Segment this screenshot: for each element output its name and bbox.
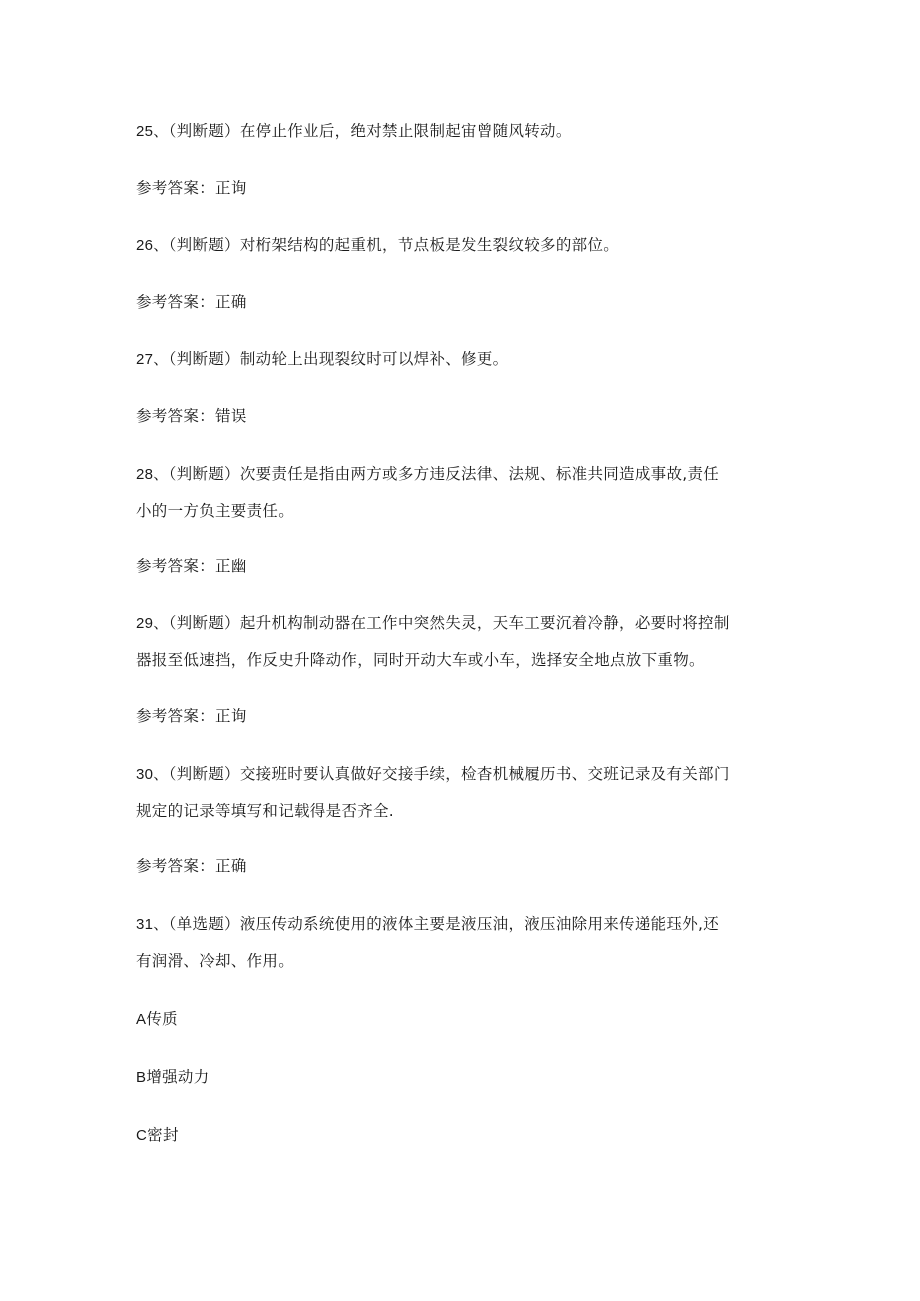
- answer-value: 正确: [215, 857, 247, 875]
- question-31: [136, 906, 796, 943]
- option-letter: B: [136, 1069, 147, 1086]
- answer-28: [136, 548, 796, 584]
- question-26: [136, 227, 796, 264]
- answer-value: 正确: [215, 293, 247, 311]
- question-text-line2: 小的一方负主要责任。: [136, 502, 295, 520]
- question-text-line1: 交接班时要认真做好交接手续，检杳机械履历书、交班记录及有关部门: [239, 765, 730, 783]
- answer-label: 参考答案：: [136, 707, 216, 725]
- answer-27: [136, 398, 796, 434]
- option-text: 传质: [146, 1010, 178, 1028]
- question-text-line2: 规定的记录等填写和记载得是否齐全.: [136, 802, 395, 820]
- question-type: （判断题）: [168, 122, 240, 140]
- question-27: [136, 341, 796, 378]
- question-number: 26、: [136, 237, 169, 254]
- question-type: （判断题）: [168, 236, 240, 254]
- answer-label: 参考答案：: [136, 557, 216, 575]
- question-29-continuation: [136, 642, 796, 678]
- question-25: [136, 113, 796, 150]
- option-c: [136, 1117, 796, 1154]
- question-type: （判断题）: [168, 765, 240, 783]
- question-30: [136, 756, 796, 793]
- answer-26: [136, 284, 796, 320]
- answer-label: 参考答案：: [136, 407, 216, 425]
- question-type: （判断题）: [168, 465, 240, 483]
- answer-29: [136, 698, 796, 734]
- question-30-continuation: [136, 793, 796, 829]
- answer-30: [136, 848, 796, 884]
- option-letter: C: [136, 1127, 148, 1144]
- question-28-continuation: [136, 493, 796, 529]
- question-text-line1: 起升机构制动器在工作中突然失灵，天车工要沉着冷静，必要时将控制: [239, 614, 730, 632]
- option-text: 增强动力: [146, 1068, 210, 1086]
- answer-25: [136, 170, 796, 206]
- question-29: [136, 605, 796, 642]
- answer-value: 正询: [215, 179, 247, 197]
- question-text: 在停止作业后，绝对禁止限制起宙曾随风转动。: [239, 122, 572, 140]
- answer-label: 参考答案：: [136, 293, 216, 311]
- question-number: 25、: [136, 123, 169, 140]
- option-letter: A: [136, 1011, 147, 1028]
- answer-label: 参考答案：: [136, 179, 216, 197]
- answer-value: 正询: [215, 707, 247, 725]
- option-text: 密封: [147, 1126, 179, 1144]
- answer-value: 正幽: [215, 557, 247, 575]
- question-text: 对桁架结构的起重机，节点板是发生裂纹较多的部位。: [239, 236, 620, 254]
- answer-label: 参考答案：: [136, 857, 216, 875]
- question-number: 28、: [136, 466, 169, 483]
- question-text-line2: 器报至低速挡，作反史升降动作，同时开动大车或小车，选择安全地点放下重物。: [136, 651, 705, 669]
- question-number: 30、: [136, 766, 169, 783]
- question-text-line1: 液压传动系统使用的液体主要是液压油，液压油除用来传递能珏外,还: [239, 915, 720, 933]
- option-b: [136, 1059, 796, 1096]
- question-number: 29、: [136, 615, 169, 632]
- option-a: [136, 1001, 796, 1038]
- answer-value: 错误: [215, 407, 247, 425]
- question-text: 制动轮上出现裂纹时可以焊补、修更。: [239, 350, 509, 368]
- question-type: （判断题）: [168, 350, 240, 368]
- question-text-line2: 有润滑、冷却、作用。: [136, 952, 295, 970]
- question-28: [136, 456, 796, 493]
- question-text-line1: 次要责任是指由两方或多方违反法律、法规、标准共同造成事故,责任: [239, 465, 720, 483]
- question-type: （单选题）: [168, 915, 240, 933]
- question-number: 27、: [136, 351, 169, 368]
- question-31-continuation: [136, 943, 796, 979]
- question-number: 31、: [136, 916, 169, 933]
- question-type: （判断题）: [168, 614, 240, 632]
